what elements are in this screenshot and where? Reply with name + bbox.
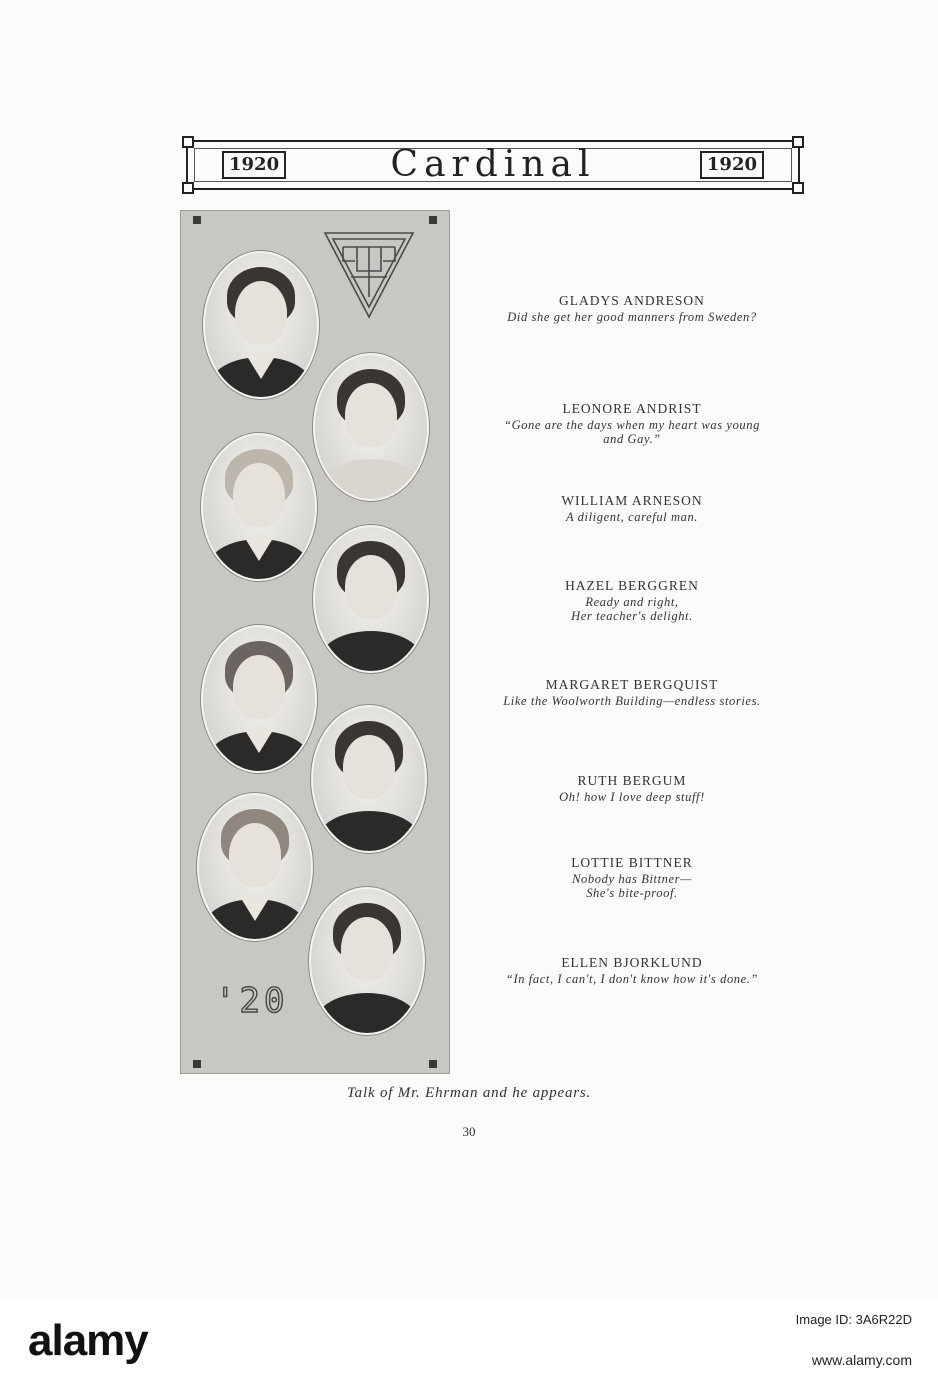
student-entry — [464, 772, 800, 804]
student-entry — [464, 492, 800, 524]
panel-corner-square — [193, 216, 201, 224]
quote-line: “Gone are the days when my heart was young — [504, 418, 760, 432]
student-name: HAZEL BERGGREN — [565, 578, 699, 593]
portrait-photo — [203, 251, 319, 399]
student-quote — [464, 595, 800, 623]
stock-brand-logo: alamy — [28, 1316, 148, 1365]
portrait-photo — [313, 525, 429, 673]
quote-line: Like the Woolworth Building—endless stories. — [503, 694, 761, 708]
student-entry — [464, 400, 800, 446]
student-name: LOTTIE BITTNER — [571, 855, 693, 870]
panel-corner-square — [429, 1060, 437, 1068]
portrait-panel — [180, 210, 450, 1074]
page-number: 30 — [462, 1124, 476, 1139]
student-entry — [464, 854, 800, 900]
student-quote — [464, 310, 800, 324]
quote-line: Her teacher's delight. — [571, 609, 693, 623]
banner-year-right: 1920 — [700, 151, 764, 179]
portrait-photo — [197, 793, 313, 941]
student-entry — [464, 577, 800, 623]
student-entry — [464, 954, 800, 986]
student-name: GLADYS ANDRESON — [559, 293, 705, 308]
quote-line: Oh! how I love deep stuff! — [559, 790, 705, 804]
student-name: WILLIAM ARNESON — [561, 493, 703, 508]
student-name: ELLEN BJORKLUND — [561, 955, 703, 970]
portrait-photo — [313, 353, 429, 501]
portrait-photo — [311, 705, 427, 853]
cardinal-banner — [186, 140, 800, 190]
student-quote — [464, 418, 800, 446]
student-quote — [464, 694, 800, 708]
student-quote — [464, 790, 800, 804]
student-name: MARGARET BERGQUIST — [545, 677, 719, 692]
portrait-photo — [309, 887, 425, 1035]
stock-watermark-strip — [0, 1300, 938, 1390]
page-caption: Talk of Mr. Ehrman and he appears. — [346, 1085, 592, 1101]
student-name: LEONORE ANDRIST — [562, 401, 702, 416]
student-name: RUTH BERGUM — [577, 773, 687, 788]
banner-year-left: 1920 — [222, 151, 286, 179]
portrait-photo — [201, 433, 317, 581]
class-year-mark: '20 — [215, 981, 289, 1021]
portrait-photo — [201, 625, 317, 773]
student-quote — [464, 510, 800, 524]
quote-line: A diligent, careful man. — [565, 510, 699, 524]
quote-line: Ready and right, — [585, 595, 679, 609]
student-quote — [464, 872, 800, 900]
quote-line: She's bite-proof. — [586, 886, 678, 900]
banner-title: Cardinal — [390, 144, 596, 185]
student-entry — [464, 292, 800, 324]
student-quote — [464, 972, 800, 986]
student-entry — [464, 676, 800, 708]
panel-corner-square — [193, 1060, 201, 1068]
school-monogram-icon — [321, 227, 417, 323]
stock-image-id: Image ID: 3A6R22D — [795, 1312, 912, 1327]
stock-url: www.alamy.com — [811, 1352, 912, 1368]
quote-line: and Gay.” — [603, 432, 661, 446]
panel-corner-square — [429, 216, 437, 224]
quote-line: Nobody has Bittner— — [572, 872, 692, 886]
quote-line: Did she get her good manners from Sweden? — [507, 310, 757, 324]
quote-line: “In fact, I can't, I don't know how it's done.” — [505, 972, 759, 986]
